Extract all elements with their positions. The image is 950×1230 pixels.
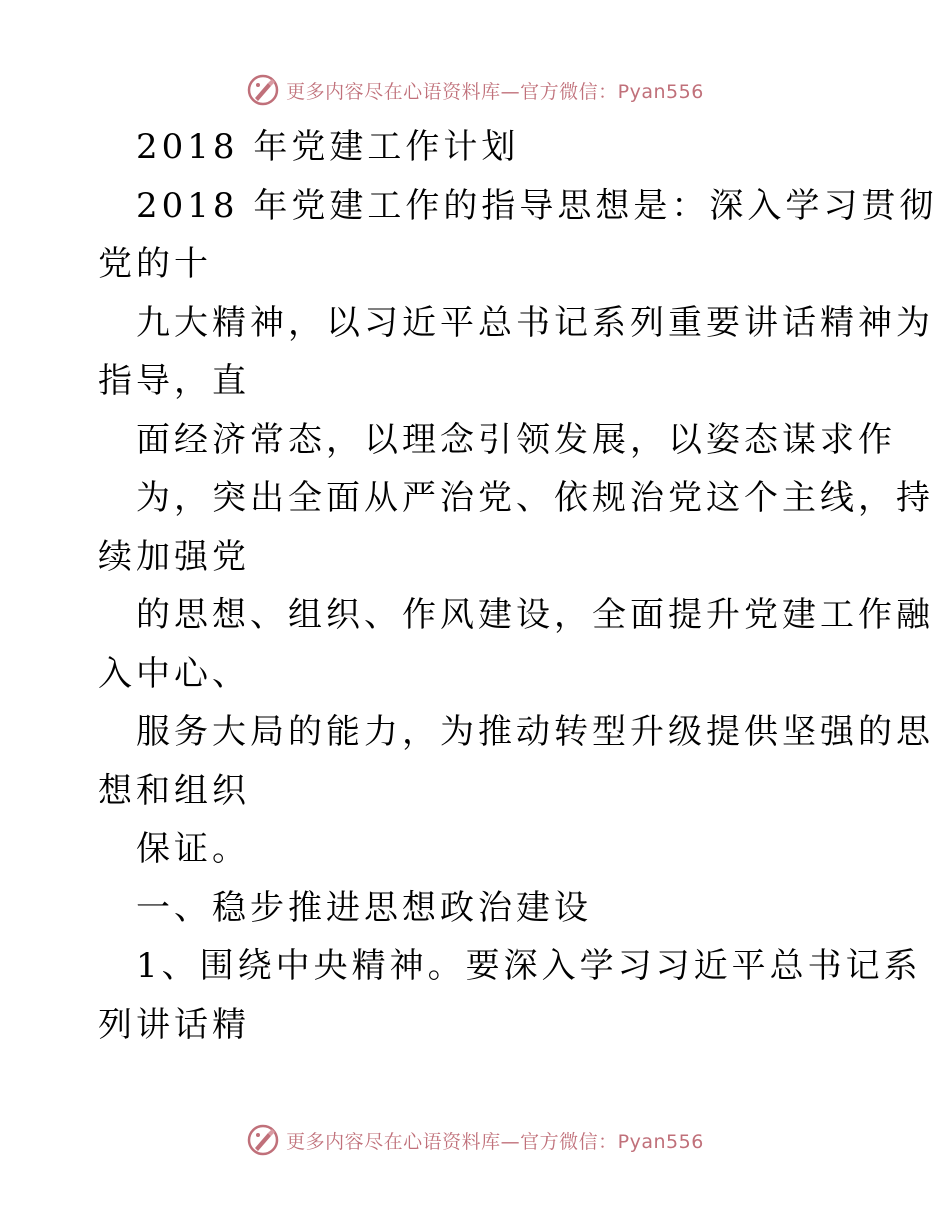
paragraph-line: 服务大局的能力，为推动转型升级提供坚强的思	[136, 712, 934, 752]
paragraph-line: 保证。	[136, 829, 250, 869]
paragraph-line: 1、围绕中央精神。要深入学习习近平总书记系	[136, 946, 922, 986]
paragraph-line: 九大精神，以习近平总书记系列重要讲话精神为	[136, 302, 934, 343]
pen-logo-icon	[246, 73, 280, 107]
paragraph-line: 续加强党	[98, 536, 250, 577]
paragraph-line: 面经济常态，以理念引领发展，以姿态谋求作	[136, 419, 896, 460]
watermark-text: 更多内容尽在心语资料库—官方微信：Pyan556	[286, 80, 704, 103]
pen-logo-icon	[246, 1123, 280, 1157]
paragraph-line: 的思想、组织、作风建设，全面提升党建工作融	[136, 595, 934, 635]
paragraph-line: 想和组织	[98, 770, 250, 811]
section-heading: 一、稳步推进思想政治建设	[136, 887, 592, 928]
footer-watermark	[0, 1120, 950, 1160]
paragraph-line: 为，突出全面从严治党、依规治党这个主线，持	[136, 478, 934, 518]
document-title: 2018 年党建工作计划	[136, 127, 520, 167]
paragraph-line: 指导，直	[98, 361, 250, 401]
paragraph-line: 入中心、	[98, 653, 250, 694]
paragraph-line: 党的十	[98, 244, 212, 284]
watermark-group	[246, 73, 704, 107]
paragraph-line: 列讲话精	[98, 1004, 250, 1045]
watermark-group	[246, 1123, 704, 1157]
paragraph-line: 2018 年党建工作的指导思想是：深入学习贯彻	[136, 185, 938, 226]
document-body	[98, 118, 938, 1054]
watermark-text: 更多内容尽在心语资料库—官方微信：Pyan556	[286, 1130, 704, 1153]
header-watermark	[0, 70, 950, 110]
